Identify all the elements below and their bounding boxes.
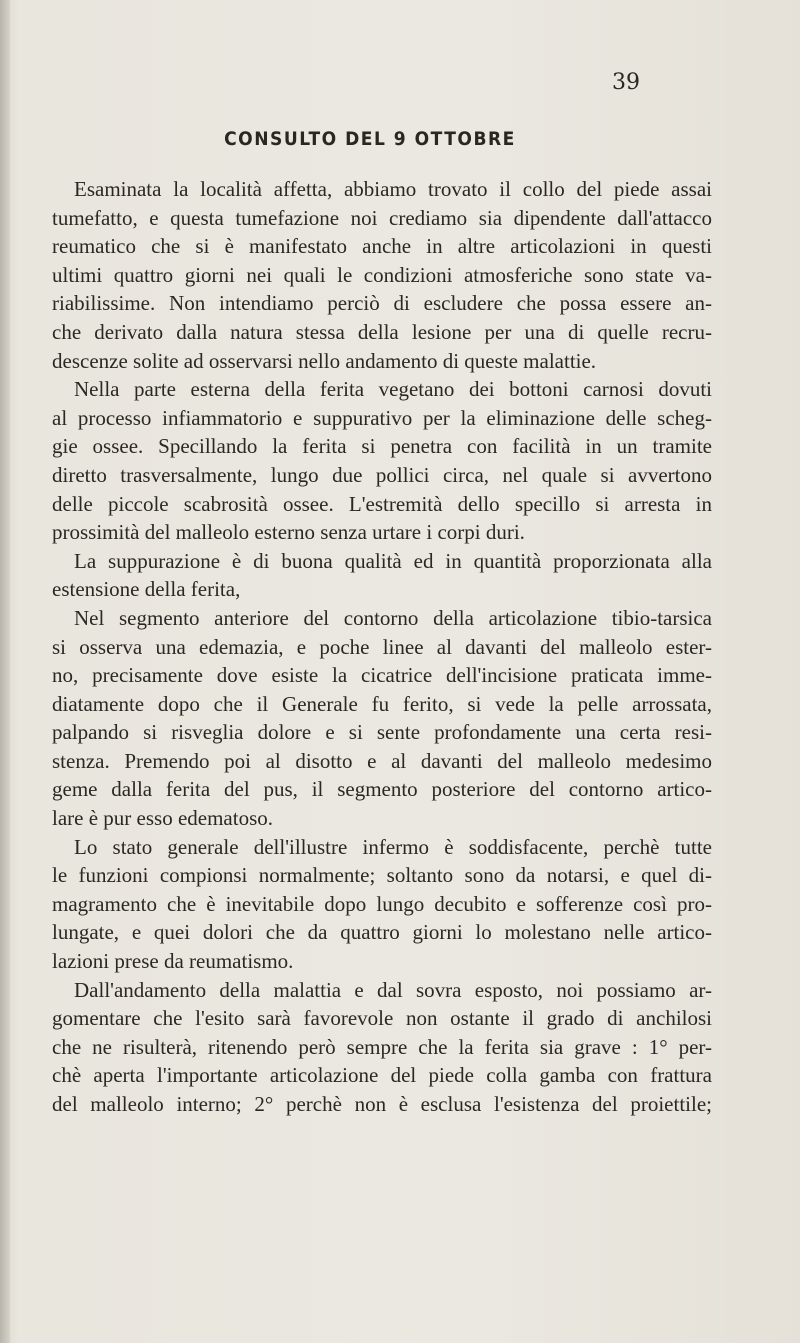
text-line: lare è pur esso edematoso. (52, 806, 274, 831)
text-line: descenze solite ad osservarsi nello andamento di queste malattie. (52, 348, 597, 373)
text-line: gomentare che l'esito sarà favorevole non ostante il grado di anchilosi (52, 1006, 712, 1031)
text-line: La suppurazione è di buona qualità ed in quantità proporzionata alla (74, 548, 712, 573)
text-line: estensione della ferita, (52, 577, 241, 602)
text-line: ultimi quattro giorni nei quali le condizioni atmosferiche sono state va- (52, 262, 712, 287)
text-line: che derivato dalla natura stessa della lesione per una di quelle recru- (52, 319, 712, 344)
text-line: stenza. Premendo poi al disotto e al davanti del malleolo medesimo (52, 748, 712, 773)
text-line: diretto trasversalmente, lungo due pollici circa, nel quale si avvertono (52, 462, 712, 487)
text-line: Lo stato generale dell'illustre infermo è soddisfacente, perchè tutte (74, 834, 712, 859)
text-line: del malleolo interno; 2° perchè non è esclusa l'esistenza del proiettile; (52, 1092, 712, 1116)
text-line: lungate, e quei dolori che da quattro giorni lo molestano nelle artico- (52, 920, 712, 945)
text-line: diatamente dopo che il Generale fu ferito, si vede la pelle arrossata, (52, 691, 712, 716)
text-line: Esaminata la località affetta, abbiamo trovato il collo del piede assai (74, 177, 712, 201)
text-line: delle piccole scabrosità ossee. L'estremità dello specillo si arresta in (52, 491, 712, 516)
text-line: chè aperta l'importante articolazione del piede colla gamba con frattura (52, 1063, 712, 1088)
text-line: al processo infiammatorio e suppurativo per la eliminazione delle scheg- (52, 405, 712, 430)
text-line: si osserva una edemazia, e poche linee al davanti del malleolo ester- (52, 634, 712, 659)
text-line: che ne risulterà, ritenendo però sempre che la ferita sia grave : 1° per- (52, 1034, 712, 1059)
text-line: reumatico che si è manifestato anche in altre articolazioni in questi (52, 234, 712, 259)
text-line: Nel segmento anteriore del contorno della articolazione tibio-tarsica (74, 605, 712, 630)
text-line: Nella parte esterna della ferita vegetano dei bottoni carnosi dovuti (74, 377, 712, 402)
text-line: Dall'andamento della malattia e dal sovra esposto, noi possiamo ar- (74, 977, 712, 1002)
text-line: no, precisamente dove esiste la cicatrice dell'incisione praticata imme- (52, 663, 712, 688)
text-line: lazioni prese da reumatismo. (52, 949, 294, 974)
body-text (52, 175, 712, 1119)
text-line: palpando si risveglia dolore e si sente profondamente una certa resi- (52, 720, 712, 745)
text-line: riabilissime. Non intendiamo perciò di escludere che possa essere an- (52, 291, 712, 316)
text-line: tumefatto, e questa tumefazione noi crediamo sia dipendente dall'attacco (52, 205, 712, 230)
text-line: magramento che è inevitabile dopo lungo decubito e sofferenze così pro- (52, 891, 712, 916)
text-line: gie ossee. Specillando la ferita si penetra con facilità in un tramite (52, 434, 712, 459)
text-line: geme dalla ferita del pus, il segmento posteriore del contorno artico- (52, 777, 712, 802)
text-line: le funzioni compionsi normalmente; soltanto sono da notarsi, e quel di- (52, 863, 712, 888)
page-number: 39 (612, 70, 640, 95)
section-heading: CONSULTO DEL 9 OTTOBRE (224, 128, 516, 150)
page-binding-edge (0, 0, 10, 1343)
text-line: prossimità del malleolo esterno senza urtare i corpi duri. (52, 520, 525, 545)
